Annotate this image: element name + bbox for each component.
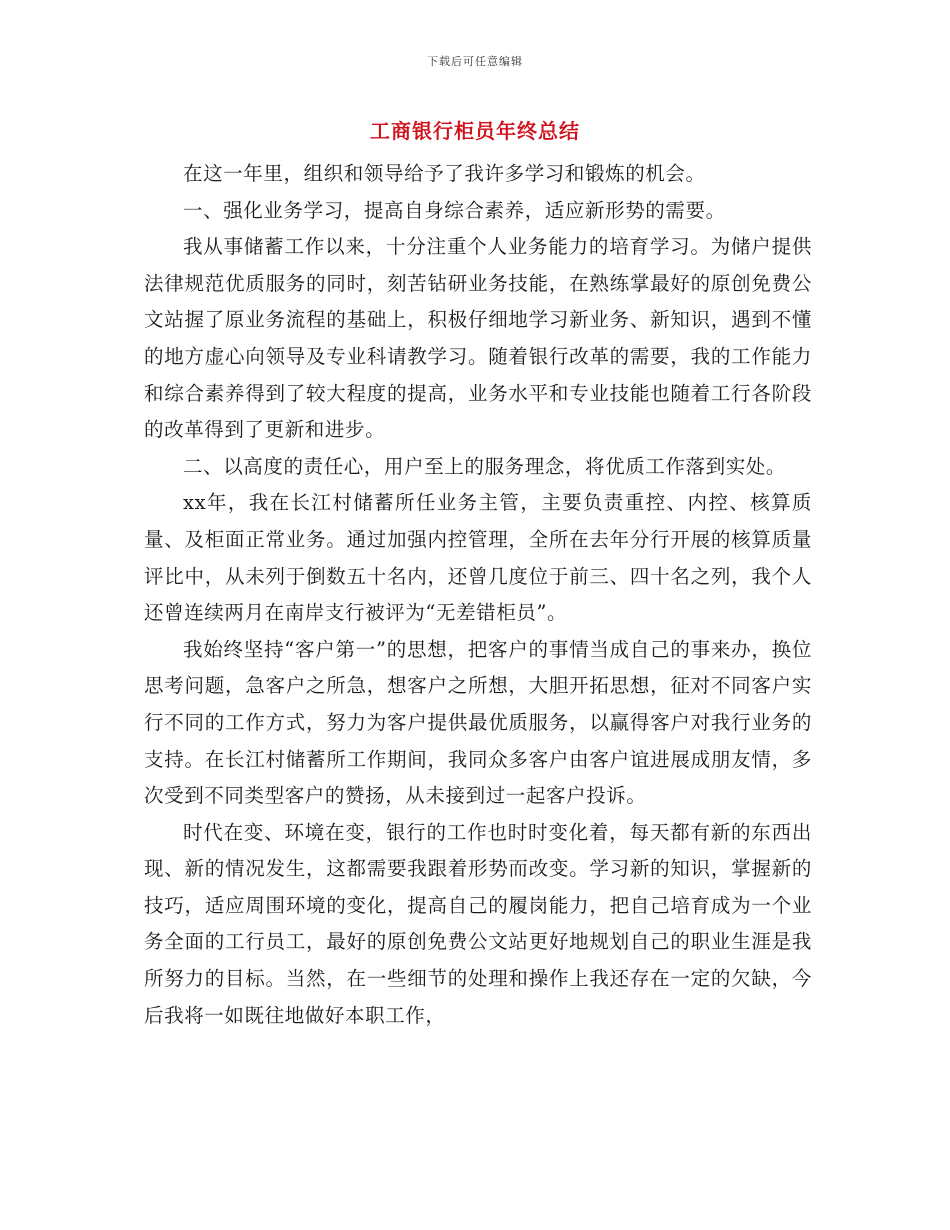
paragraph-changing-times: 时代在变、环境在变，银行的工作也时时变化着，每天都有新的东西出现、新的情况发生，这都需要我跟着形势而改变。学习新的知识，掌握新的技巧，适应周围环境的变化，提高自己的履岗能力，把自己培育成为一个业务全面的工行员工，最好的原创免费公文站更好地规划自己的职业生涯是我所努力的目标。当然，在一些细节的处理和操作上我还存在一定的欠缺，今后我将一如既往地做好本职工作， bbox=[144, 820, 812, 1027]
paragraph-customer-first: 我始终坚持“客户第一”的思想，把客户的事情当成自己的事来办，换位思考问题，急客户之所急，想客户之所想，大胆开拓思想，征对不同客户实行不同的工作方式，努力为客户提供最优质服务，以赢得客户对我行业务的支持。在长江村储蓄所工作期间，我同众多客户由客户谊进展成朋友情，多次受到不同类型客户的赞扬，从未接到过一起客户投诉。 bbox=[144, 637, 812, 808]
paragraph-intro: 在这一年里，组织和领导给予了我许多学习和锻炼的机会。 bbox=[183, 162, 706, 185]
paragraph-supervisor-role: xx年，我在长江村储蓄所任业务主管，主要负责重控、内控、核算质量、及柜面正常业务。通过加强内控管理，全所在去年分行开展的核算质量评比中，从未列于倒数五十名内，还曾几度位于前三、四十名之列，我个人还曾连续两月在南岸支行被评为“无差错柜员”。 bbox=[144, 491, 812, 625]
document-title: 工商银行柜员年终总结 bbox=[370, 119, 580, 143]
paragraph-heading-two: 二、以高度的责任心，用户至上的服务理念，将优质工作落到实处。 bbox=[183, 454, 787, 478]
page-header-note: 下载后可任意编辑 bbox=[427, 55, 523, 68]
paragraph-business-learning: 我从事储蓄工作以来，十分注重个人业务能力的培育学习。为储户提供法律规范优质服务的同时，刻苦钻研业务技能，在熟练掌最好的原创免费公文站握了原业务流程的基础上，积极仔细地学习新业务、新知识，遇到不懂的地方虚心向领导及专业科请教学习。随着银行改革的需要，我的工作能力和综合素养得到了较大程度的提高，业务水平和专业技能也随着工行各阶段的改革得到了更新和进步。 bbox=[144, 235, 812, 442]
paragraph-heading-one: 一、强化业务学习，提高自身综合素养，适应新形势的需要。 bbox=[183, 198, 726, 222]
document-body bbox=[144, 156, 812, 1034]
